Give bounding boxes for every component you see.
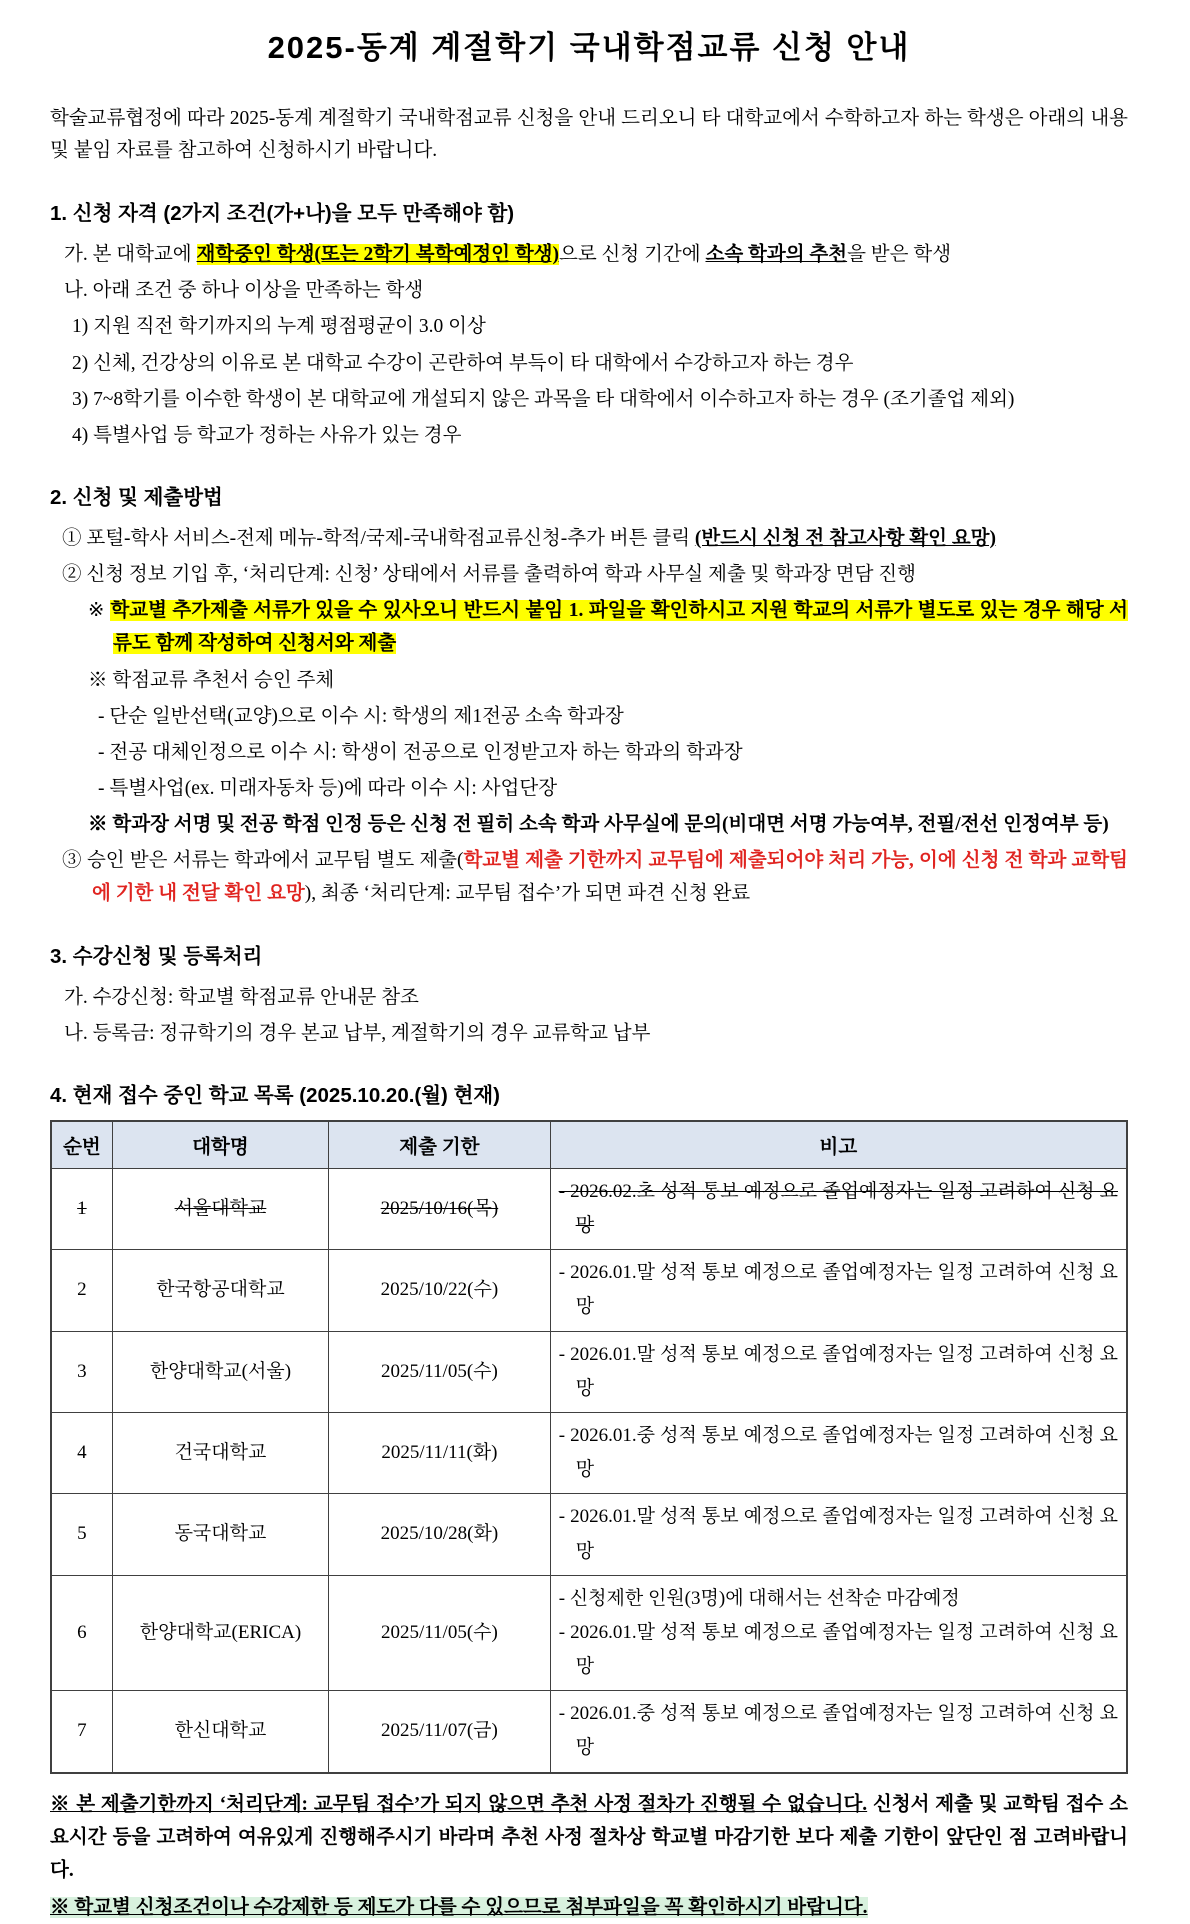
remark-line: - 2026.01.말 성적 통보 예정으로 졸업예정자는 일정 고려하여 신청 요망 <box>558 1506 1118 1562</box>
step1-pre: ① 포털-학사 서비스-전제 메뉴-학적/국제-국내학점교류신청-추가 버튼 클릭 <box>62 528 695 549</box>
section2-note-approver: ※ 학점교류 추천서 승인 주체 <box>88 669 335 691</box>
cell-deadline: 2025/11/11(화) <box>329 1412 551 1493</box>
table-row <box>51 1168 1127 1249</box>
cell-no: 7 <box>51 1691 112 1773</box>
cell-remarks <box>550 1691 1127 1773</box>
approver-item-2: - 전공 대체인정으로 이수 시: 학생이 전공으로 인정받고자 하는 학과의 학과장 <box>98 741 743 763</box>
note-bold-marker: ※ <box>88 814 113 836</box>
remark-line: - 2026.02.초 성적 통보 예정으로 졸업예정자는 일정 고려하여 신청 요망 <box>558 1180 1118 1237</box>
university-table <box>50 1120 1128 1774</box>
cell-university: 서울대학교 <box>112 1168 328 1249</box>
note-bold-text: 학과장 서명 및 전공 학점 인정 등은 신청 전 필히 소속 학과 사무실에 문의(비대면 서명 가능여부, 전필/전선 인정여부 등) <box>112 814 1109 836</box>
cell-no: 2 <box>51 1250 112 1331</box>
section2-note-yellow <box>50 594 1128 660</box>
section1-heading: 1. 신청 자격 (2가지 조건(가+나)을 모두 만족해야 함) <box>50 202 515 226</box>
note-yellow-text: 학교별 추가제출 서류가 있을 수 있사오니 반드시 붙임 1. 파일을 확인하시고 지원 학교의 서류가 별도로 있는 경우 해당 서류도 함께 작성하여 신청서와 제출 <box>110 600 1128 655</box>
table-row <box>51 1412 1127 1493</box>
cell-deadline: 2025/11/05(수) <box>329 1575 551 1691</box>
remark-line: - 2026.01.말 성적 통보 예정으로 졸업예정자는 일정 고려하여 신청 요망 <box>558 1343 1118 1399</box>
section1-subitem-3: 3) 7~8학기를 이수한 학생이 본 대학교에 개설되지 않은 과목을 타 대학에서 이수하고자 하는 경우 (조기졸업 제외) <box>72 388 1015 410</box>
section4-heading: 4. 현재 접수 중인 학교 목록 (2025.10.20.(월) 현재) <box>50 1083 501 1107</box>
cell-no: 4 <box>51 1412 112 1493</box>
item-ga-emphasis: 소속 학과의 추천 <box>705 244 848 266</box>
section3-heading: 3. 수강신청 및 등록처리 <box>50 944 263 968</box>
section1-subitem-4: 4) 특별사업 등 학교가 정하는 사유가 있는 경우 <box>72 424 462 446</box>
footer-note-1-rest: 신청서 제출 및 교학팀 접수 소요시간 등을 고려하여 여유있게 진행해주시기 바라며 추천 사정 절차상 학교별 마감기한 보다 제출 기한이 앞단인 점 고려바랍니다. <box>50 1793 1129 1881</box>
col-header-no: 순번 <box>51 1121 112 1169</box>
section3-item-2: 나. 등록금: 정규학기의 경우 본교 납부, 계절학기의 경우 교류학교 납부 <box>64 1022 651 1044</box>
remark-line: - 2026.01.말 성적 통보 예정으로 졸업예정자는 일정 고려하여 신청 요망 <box>558 1621 1118 1678</box>
section2-step3 <box>50 844 1128 910</box>
table-row <box>51 1691 1127 1773</box>
section3-item-1: 가. 수강신청: 학교별 학점교류 안내문 참조 <box>64 986 419 1008</box>
cell-remarks <box>550 1331 1127 1412</box>
remark-line: - 2026.01.중 성적 통보 예정으로 졸업예정자는 일정 고려하여 신청 요망 <box>558 1424 1118 1481</box>
section2-step1 <box>50 522 1128 555</box>
section2-note-bold <box>50 808 1128 841</box>
page-title: 2025-동계 계절학기 국내학점교류 신청 안내 <box>267 30 911 65</box>
cell-university: 한양대학교(서울) <box>112 1331 328 1412</box>
item-ga-mid: 으로 신청 기간에 <box>559 244 706 266</box>
section1-item-ga <box>50 238 1128 271</box>
col-header-remarks: 비고 <box>550 1121 1127 1169</box>
col-header-university: 대학명 <box>112 1121 328 1169</box>
remark-line: - 2026.01.말 성적 통보 예정으로 졸업예정자는 일정 고려하여 신청 요망 <box>558 1262 1118 1318</box>
cell-deadline: 2025/10/28(화) <box>329 1494 551 1575</box>
footer-note-2-highlighted: ※ 학교별 신청조건이나 수강제한 등 제도가 다를 수 있으므로 첨부파일을 꼭 확인하시기 바랍니다. <box>50 1897 868 1919</box>
cell-remarks <box>550 1168 1127 1249</box>
footer-note-2 <box>50 1891 1128 1924</box>
section1-item-na: 나. 아래 조건 중 하나 이상을 만족하는 학생 <box>64 280 424 302</box>
cell-no: 6 <box>51 1575 112 1691</box>
section1-subitem-2: 2) 신체, 건강상의 이유로 본 대학교 수강이 곤란하여 부득이 타 대학에서 수강하고자 하는 경우 <box>72 352 854 374</box>
cell-university: 한신대학교 <box>112 1691 328 1773</box>
approver-item-3: - 특별사업(ex. 미래자동차 등)에 따라 이수 시: 사업단장 <box>98 777 558 799</box>
cell-deadline: 2025/10/16(목) <box>329 1168 551 1249</box>
note-yellow-marker: ※ <box>88 600 111 622</box>
cell-deadline: 2025/11/05(수) <box>329 1331 551 1412</box>
table-row <box>51 1250 1127 1331</box>
cell-university: 한국항공대학교 <box>112 1250 328 1331</box>
item-ga-post: 을 받은 학생 <box>847 244 952 266</box>
section2-heading: 2. 신청 및 제출방법 <box>50 486 223 509</box>
footer-note-1-underlined: ※ 본 제출기한까지 ‘처리단계: 교무팀 접수’가 되지 않으면 추천 사정 절차가 진행될 수 없습니다. <box>50 1793 868 1815</box>
remark-line: - 2026.01.중 성적 통보 예정으로 졸업예정자는 일정 고려하여 신청 요망 <box>558 1703 1118 1759</box>
cell-no: 3 <box>51 1331 112 1412</box>
item-ga-highlight: 재학중인 학생(또는 2학기 복학예정인 학생) <box>196 244 559 266</box>
cell-deadline: 2025/10/22(수) <box>329 1250 551 1331</box>
step3-pre: ③ 승인 받은 서류는 학과에서 교무팀 별도 제출( <box>62 850 464 872</box>
table-row <box>51 1494 1127 1575</box>
footer-note-1 <box>50 1788 1128 1887</box>
cell-no: 5 <box>51 1494 112 1575</box>
cell-remarks <box>550 1412 1127 1493</box>
item-ga-pre: 가. 본 대학교에 <box>64 244 197 266</box>
step1-emphasis: (반드시 신청 전 참고사항 확인 요망) <box>694 528 997 549</box>
cell-no: 1 <box>51 1168 112 1249</box>
step3-post: ), 최종 ‘처리단계: 교무팀 접수’가 되면 파견 신청 완료 <box>304 883 751 905</box>
table-row <box>51 1575 1127 1691</box>
cell-remarks <box>550 1494 1127 1575</box>
section2-step2: ② 신청 정보 기입 후, ‘처리단계: 신청’ 상태에서 서류를 출력하여 학과 사무실 제출 및 학과장 면담 진행 <box>62 564 916 586</box>
approver-item-1: - 단순 일반선택(교양)으로 이수 시: 학생의 제1전공 소속 학과장 <box>98 705 624 727</box>
intro-paragraph: 학술교류협정에 따라 2025-동계 계절학기 국내학점교류 신청을 안내 드리오니 타 대학교에서 수학하고자 하는 학생은 아래의 내용 및 붙임 자료를 참고하여 신청하시기 바랍니다. <box>50 108 1128 161</box>
table-header-row <box>51 1121 1127 1169</box>
remark-line: - 신청제한 인원(3명)에 대해서는 선착순 마감예정 <box>558 1587 960 1609</box>
table-row <box>51 1331 1127 1412</box>
cell-remarks <box>550 1250 1127 1331</box>
step3-red-warning: 학교별 제출 기한까지 교무팀에 제출되어야 처리 가능, 이에 신청 전 학과 교학팀에 기한 내 전달 확인 요망 <box>92 850 1128 905</box>
cell-remarks <box>550 1575 1127 1691</box>
section1-subitem-1: 1) 지원 직전 학기까지의 누계 평점평균이 3.0 이상 <box>72 316 486 338</box>
cell-university: 한양대학교(ERICA) <box>112 1575 328 1691</box>
col-header-deadline: 제출 기한 <box>329 1121 551 1169</box>
cell-university: 동국대학교 <box>112 1494 328 1575</box>
cell-university: 건국대학교 <box>112 1412 328 1493</box>
cell-deadline: 2025/11/07(금) <box>329 1691 551 1773</box>
